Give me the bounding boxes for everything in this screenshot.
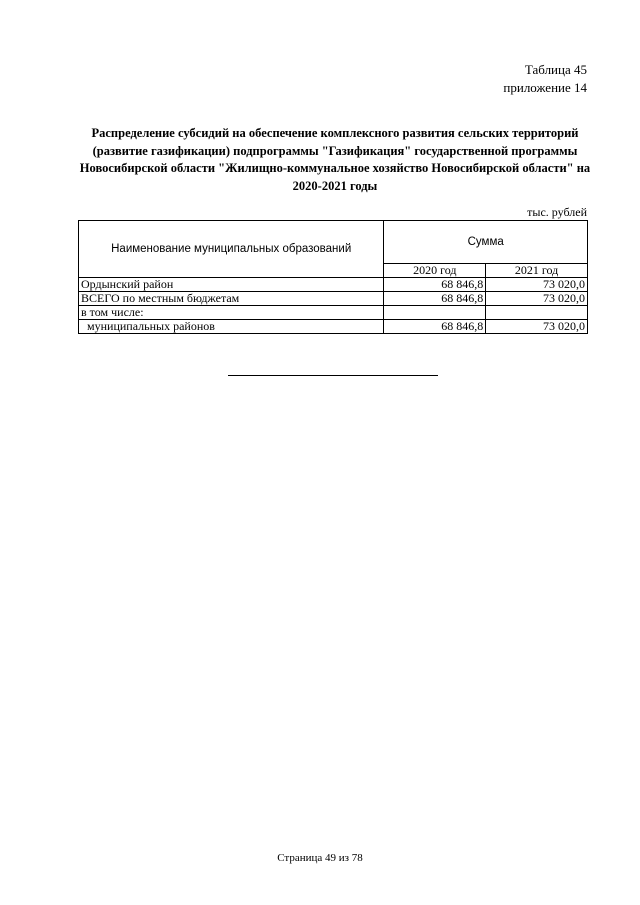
- row-value-2020: 68 846,8: [384, 320, 486, 334]
- appendix-number: приложение 14: [503, 80, 587, 95]
- row-value-2021: [486, 306, 588, 320]
- table-row-including: [79, 306, 588, 320]
- end-divider: [228, 375, 438, 376]
- row-name: ВСЕГО по местным бюджетам: [79, 292, 384, 306]
- column-header-sum: Сумма: [384, 221, 588, 264]
- table-number: Таблица 45: [524, 62, 587, 77]
- row-value-2021: 73 020,0: [486, 278, 588, 292]
- row-value-2021: 73 020,0: [486, 292, 588, 306]
- row-name: в том числе:: [79, 306, 384, 320]
- table-header-row: [79, 221, 588, 264]
- row-name: муниципальных районов: [79, 320, 384, 334]
- row-value-2020: 68 846,8: [384, 292, 486, 306]
- column-header-2020: 2020 год: [384, 264, 486, 278]
- subsidy-table: [78, 220, 588, 334]
- table-row: [79, 278, 588, 292]
- table-row-municipal: [79, 320, 588, 334]
- row-value-2020: 68 846,8: [384, 278, 486, 292]
- units-label: тыс. рублей: [527, 205, 587, 219]
- document-title: Распределение субсидий на обеспечение комплексного развития сельских территорий (развитие газификации) подпрограммы "Газификация" государственной программы Новосибирской области "Жилищно-коммунальное хозяйство Новосибирской области" на 2020-2021 годы: [79, 126, 591, 193]
- table-row-total: [79, 292, 588, 306]
- row-value-2020: [384, 306, 486, 320]
- row-name: Ордынский район: [79, 278, 384, 292]
- header-references: [503, 61, 587, 97]
- column-header-name: Наименование муниципальных образований: [79, 221, 384, 278]
- row-value-2021: 73 020,0: [486, 320, 588, 334]
- page-number: Страница 49 из 78: [277, 852, 363, 864]
- column-header-2021: 2021 год: [486, 264, 588, 278]
